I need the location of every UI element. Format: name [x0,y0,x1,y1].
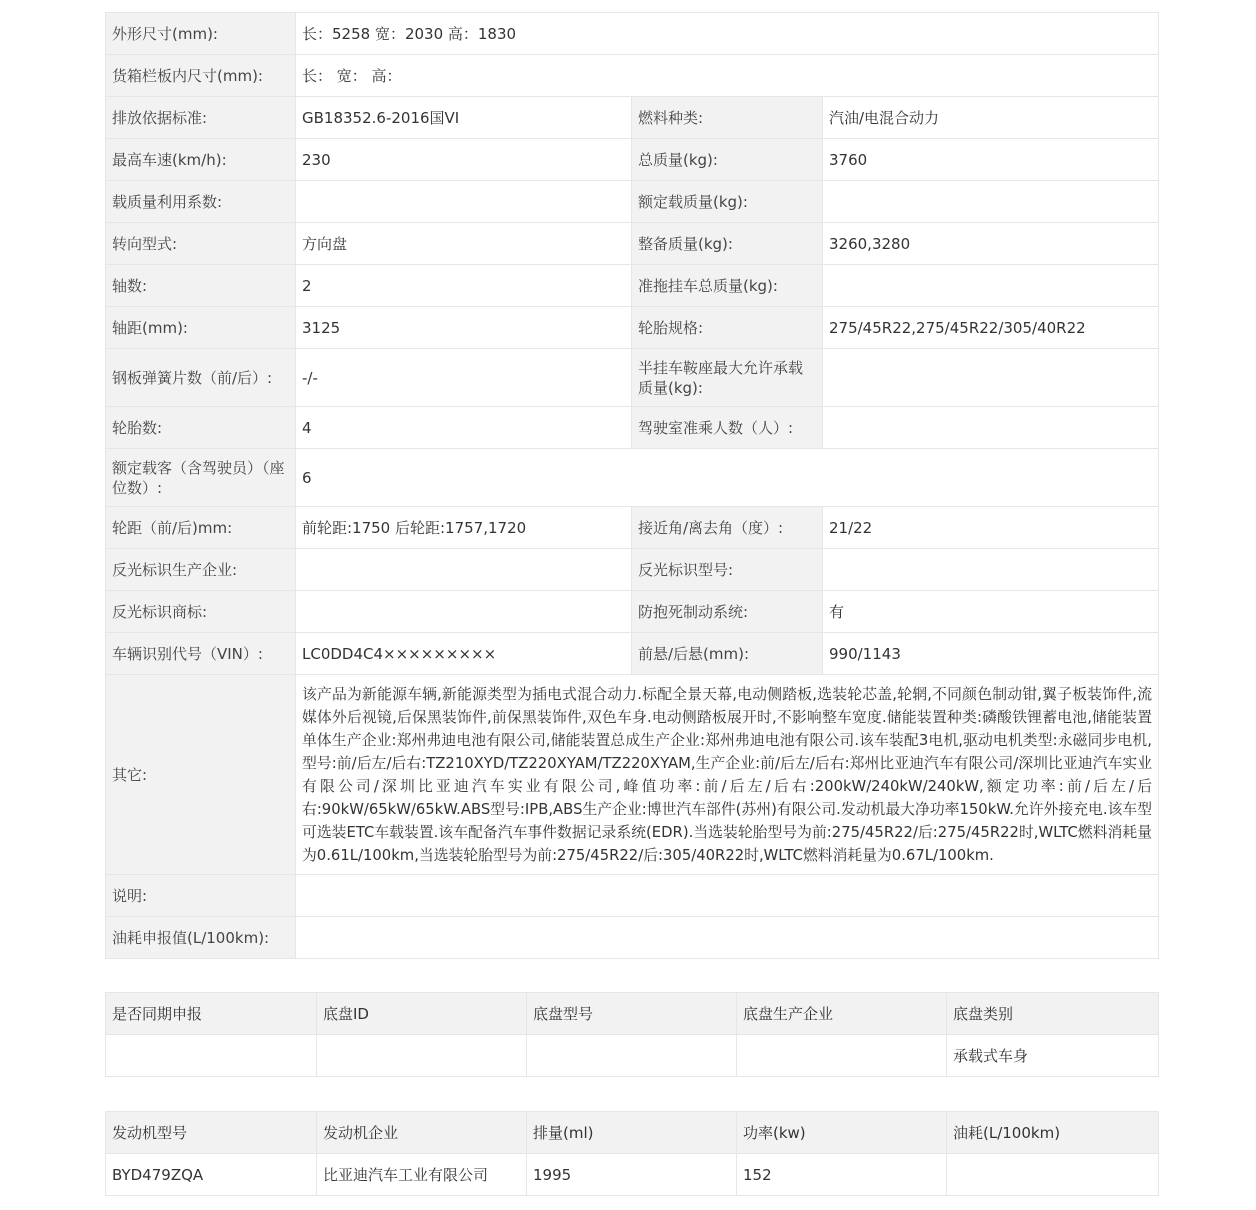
curb-mass-label: 整备质量(kg): [632,223,823,265]
engine-header-consumption: 油耗(L/100km) [947,1112,1159,1154]
wheelbase-label: 轴距(mm): [106,307,296,349]
spec-row [106,349,1159,407]
dimensions-label: 外形尺寸(mm): [106,13,296,55]
engine-header-row [106,1112,1159,1154]
rated-load-value [823,181,1159,223]
vehicle-spec-table [105,12,1159,959]
overhang-label: 前悬/后悬(mm): [632,633,823,675]
engine-maker: 比亚迪汽车工业有限公司 [317,1154,527,1196]
chassis-id [317,1035,527,1077]
vin-value: LC0DD4C4××××××××× [296,633,632,675]
engine-table [105,1111,1159,1196]
note-value [296,875,1159,917]
wheelbase-value: 3125 [296,307,632,349]
steering-label: 转向型式: [106,223,296,265]
trailer-mass-label: 准拖挂车总质量(kg): [632,265,823,307]
reflector-brand-value [296,591,632,633]
chassis-header-category: 底盘类别 [947,993,1159,1035]
engine-power: 152 [737,1154,947,1196]
trailer-mass-value [823,265,1159,307]
spec-row [106,139,1159,181]
fuel-report-value [296,917,1159,959]
axles-value: 2 [296,265,632,307]
chassis-model [527,1035,737,1077]
spec-row [106,449,1159,507]
note-label: 说明: [106,875,296,917]
spec-row [106,97,1159,139]
other-label: 其它: [106,675,296,875]
spec-row [106,549,1159,591]
reflector-model-label: 反光标识型号: [632,549,823,591]
spec-row [106,507,1159,549]
spec-row [106,407,1159,449]
fuel-type-label: 燃料种类: [632,97,823,139]
load-factor-label: 载质量利用系数: [106,181,296,223]
spec-row [106,223,1159,265]
tire-count-value: 4 [296,407,632,449]
max-speed-label: 最高车速(km/h): [106,139,296,181]
spec-row [106,13,1159,55]
table-row [106,1154,1159,1196]
spec-row [106,591,1159,633]
cargo-dimensions-label: 货箱栏板内尺寸(mm): [106,55,296,97]
max-speed-value: 230 [296,139,632,181]
emission-standard-label: 排放依据标准: [106,97,296,139]
tire-count-label: 轮胎数: [106,407,296,449]
saddle-load-label: 半挂车鞍座最大允许承载质量(kg): [632,349,823,407]
abs-value: 有 [823,591,1159,633]
chassis-maker [737,1035,947,1077]
spec-row [106,875,1159,917]
chassis-same-period [106,1035,317,1077]
engine-displacement: 1995 [527,1154,737,1196]
chassis-header-id: 底盘ID [317,993,527,1035]
engine-header-maker: 发动机企业 [317,1112,527,1154]
abs-label: 防抱死制动系统: [632,591,823,633]
passengers-value: 6 [296,449,1159,507]
leaf-spring-label: 钢板弹簧片数（前/后）: [106,349,296,407]
engine-header-power: 功率(kw) [737,1112,947,1154]
load-factor-value [296,181,632,223]
chassis-header-same-period: 是否同期申报 [106,993,317,1035]
spec-row [106,917,1159,959]
track-width-value: 前轮距:1750 后轮距:1757,1720 [296,507,632,549]
overhang-value: 990/1143 [823,633,1159,675]
chassis-category: 承载式车身 [947,1035,1159,1077]
table-row [106,1035,1159,1077]
cab-seats-value [823,407,1159,449]
reflector-model-value [823,549,1159,591]
reflector-brand-label: 反光标识商标: [106,591,296,633]
approach-angle-value: 21/22 [823,507,1159,549]
chassis-header-row [106,993,1159,1035]
spec-row [106,55,1159,97]
track-width-label: 轮距（前/后)mm: [106,507,296,549]
spec-row [106,265,1159,307]
tire-spec-label: 轮胎规格: [632,307,823,349]
passengers-label: 额定载客（含驾驶员）（座位数）: [106,449,296,507]
engine-model: BYD479ZQA [106,1154,317,1196]
gross-mass-value: 3760 [823,139,1159,181]
chassis-header-maker: 底盘生产企业 [737,993,947,1035]
reflector-maker-value [296,549,632,591]
saddle-load-value [823,349,1159,407]
engine-header-displacement: 排量(ml) [527,1112,737,1154]
emission-standard-value: GB18352.6-2016国VI [296,97,632,139]
chassis-table [105,992,1159,1077]
spec-row [106,675,1159,875]
dimensions-value: 长：5258 宽：2030 高：1830 [296,13,1159,55]
tire-spec-value: 275/45R22,275/45R22/305/40R22 [823,307,1159,349]
spec-row [106,181,1159,223]
fuel-type-value: 汽油/电混合动力 [823,97,1159,139]
gross-mass-label: 总质量(kg): [632,139,823,181]
spec-row [106,633,1159,675]
axles-label: 轴数: [106,265,296,307]
rated-load-label: 额定载质量(kg): [632,181,823,223]
spec-row [106,307,1159,349]
chassis-header-model: 底盘型号 [527,993,737,1035]
approach-angle-label: 接近角/离去角（度）: [632,507,823,549]
fuel-report-label: 油耗申报值(L/100km): [106,917,296,959]
curb-mass-value: 3260,3280 [823,223,1159,265]
engine-consumption [947,1154,1159,1196]
cargo-dimensions-value: 长： 宽： 高： [296,55,1159,97]
steering-value: 方向盘 [296,223,632,265]
reflector-maker-label: 反光标识生产企业: [106,549,296,591]
vin-label: 车辆识别代号（VIN）: [106,633,296,675]
leaf-spring-value: -/- [296,349,632,407]
engine-header-model: 发动机型号 [106,1112,317,1154]
other-description: 该产品为新能源车辆,新能源类型为插电式混合动力.标配全景天幕,电动侧踏板,选装轮芯盖,轮辋,不同颜色制动钳,翼子板装饰件,流媒体外后视镜,后保黑装饰件,前保黑装饰件,双色车身.电动侧踏板展开时,不影响整车宽度.储能装置种类:磷酸铁锂蓄电池,储能装置单体生产企业:郑州弗迪电池有限公司,储能装置总成生产企业:郑州弗迪电池有限公司.该车装配3电机,驱动电机类型:永磁同步电机,型号:前/后左/后右:TZ210XYD/TZ220XYAM/TZ220XYAM,生产企业:前/后左/后右:郑州比亚迪汽车有限公司/深圳比亚迪汽车实业有限公司/深圳比亚迪汽车实业有限公司,峰值功率:前/后左/后右:200kW/240kW/240kW,额定功率:前/后左/后右:90kW/65kW/65kW.ABS型号:IPB,ABS生产企业:博世汽车部件(苏州)有限公司.发动机最大净功率150kW.允许外接充电.该车型可选装ETC车载装置.该车配备汽车事件数据记录系统(EDR).当选装轮胎型号为前:275/45R22/后:275/45R22时,WLTC燃料消耗量为0.61L/100km,当选装轮胎型号为前:275/45R22/后:305/40R22时,WLTC燃料消耗量为0.67L/100km. [296,675,1159,875]
cab-seats-label: 驾驶室准乘人数（人）: [632,407,823,449]
